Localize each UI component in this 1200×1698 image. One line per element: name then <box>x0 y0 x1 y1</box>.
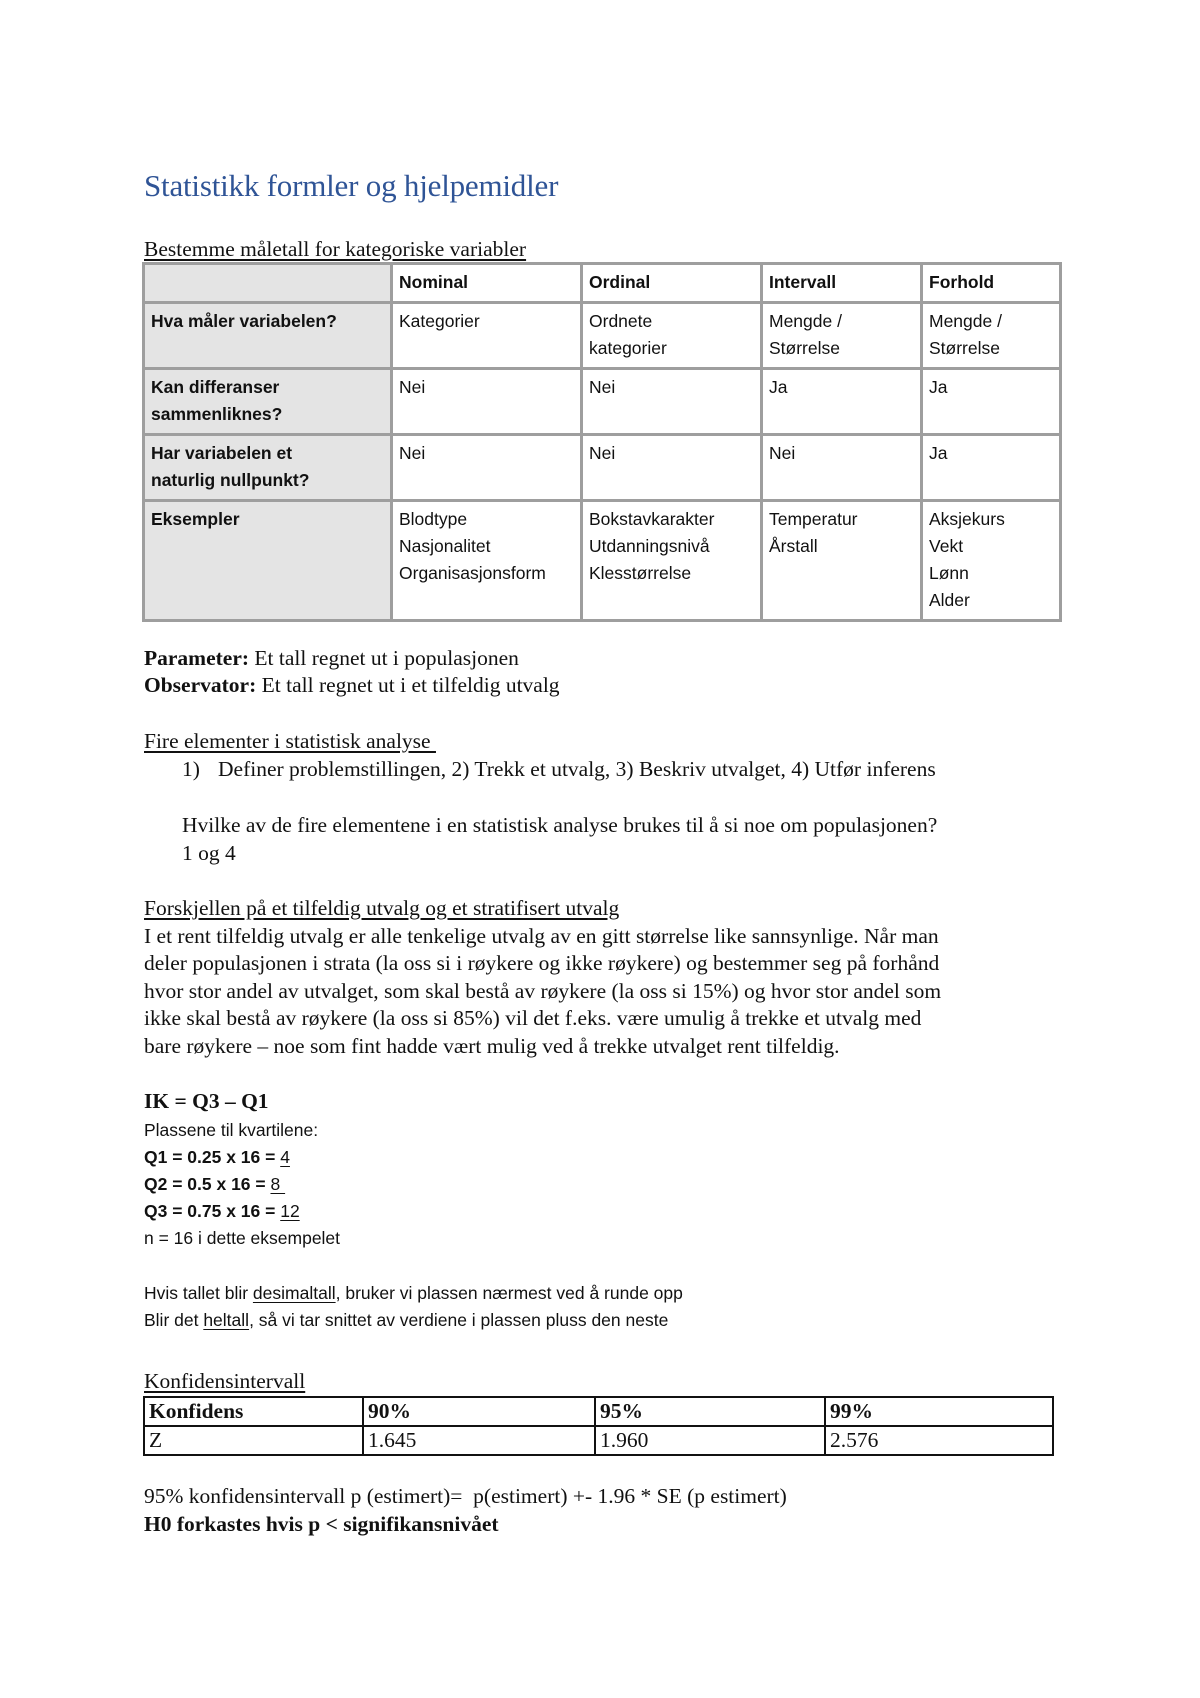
measures-col-nominal: Nominal <box>392 264 582 303</box>
confidence-formula: 95% konfidensintervall p (estimert)= p(estimert) +- 1.96 * SE (p estimert) <box>144 1484 787 1508</box>
measures-cell: Nei <box>392 369 582 435</box>
parameter-label: Parameter: <box>144 646 250 670</box>
quartile-q2 <box>144 1171 285 1198</box>
confidence-cell: 2.576 <box>825 1426 1053 1455</box>
elements-heading: Fire elementer i statistisk analyse <box>144 729 436 753</box>
elements-list-number: 1) <box>182 757 200 781</box>
elements-question: Hvilke av de fire elementene i en statistisk analyse brukes til å si noe om populasjonen? <box>182 813 938 837</box>
sampling-line: hvor stor andel av utvalget, som skal bestå av røykere (la oss si 15%) og hvor stor andel som <box>144 979 942 1003</box>
quartile-label: Q3 = 0.75 x 16 = <box>144 1201 281 1221</box>
confidence-z-row <box>144 1426 1053 1455</box>
measures-cell: Ordnete kategorier <box>582 303 762 369</box>
rule-text: , så vi tar snittet av verdiene i plassen pluss den neste <box>249 1310 669 1330</box>
quartile-intro: Plassene til kvartilene: <box>144 1120 319 1140</box>
measures-cell: Nei <box>392 435 582 501</box>
iqr-formula: IK = Q3 – Q1 <box>144 1089 269 1113</box>
observator-definition <box>144 672 560 699</box>
confidence-header-row <box>144 1397 1053 1426</box>
sampling-line: bare røykere – noe som fint hadde vært mulig ved å trekke utvalget rent tilfeldig. <box>144 1034 840 1058</box>
quartile-value: 8 <box>270 1174 286 1194</box>
measures-row-hva-maler <box>144 303 1061 369</box>
elements-answer: 1 og 4 <box>182 841 236 865</box>
rule-keyword: heltall <box>203 1310 250 1330</box>
measures-cell: Ja <box>762 369 922 435</box>
h0-rule: H0 forkastes hvis p < signifikansnivået <box>144 1512 499 1536</box>
confidence-cell: 1.960 <box>595 1426 825 1455</box>
quartile-q1 <box>144 1144 290 1171</box>
page-title: Statistikk formler og hjelpemidler <box>144 168 559 203</box>
sampling-line: deler populasjonen i strata (la oss si i røykere og ikke røykere) og bestemmer seg på forhånd <box>144 951 940 975</box>
measures-col-intervall: Intervall <box>762 264 922 303</box>
quartile-n-note: n = 16 i dette eksempelet <box>144 1228 341 1248</box>
rule-text: Blir det <box>144 1310 204 1330</box>
rule-keyword: desimaltall <box>252 1283 336 1303</box>
parameter-text: Et tall regnet ut i populasjonen <box>249 646 519 670</box>
elements-list-text: Definer problemstillingen, 2) Trekk et utvalg, 3) Beskriv utvalget, 4) Utfør inferens <box>218 757 936 781</box>
measures-cell: Temperatur Årstall <box>762 501 922 621</box>
measures-cell: Mengde / Størrelse <box>922 303 1061 369</box>
confidence-cell: 99% <box>825 1397 1053 1426</box>
rounding-rule-integer <box>144 1307 668 1334</box>
quartile-q3 <box>144 1198 300 1225</box>
measures-col-ordinal: Ordinal <box>582 264 762 303</box>
sampling-line: ikke skal bestå av røykere (la oss si 85%) vil det f.eks. være umulig å trekke et utvalg med <box>144 1006 922 1030</box>
measures-row-nullpunkt <box>144 435 1061 501</box>
rule-text: Hvis tallet blir <box>144 1283 253 1303</box>
measures-cell: Mengde / Størrelse <box>762 303 922 369</box>
measures-cell: Nei <box>582 369 762 435</box>
measures-cell: Blodtype Nasjonalitet Organisasjonsform <box>392 501 582 621</box>
measures-cell: Nei <box>582 435 762 501</box>
measures-cell: Ja <box>922 369 1061 435</box>
measures-cell: Nei <box>762 435 922 501</box>
measures-cell: Aksjekurs Vekt Lønn Alder <box>922 501 1061 621</box>
confidence-cell: Konfidens <box>144 1397 363 1426</box>
confidence-cell: 1.645 <box>363 1426 595 1455</box>
confidence-table <box>143 1396 1054 1456</box>
measures-heading: Bestemme måletall for kategoriske variabler <box>144 237 527 261</box>
measures-col-forhold: Forhold <box>922 264 1061 303</box>
observator-text: Et tall regnet ut i et tilfeldig utvalg <box>256 673 560 697</box>
confidence-heading: Konfidensintervall <box>144 1369 306 1393</box>
measures-row-label: Har variabelen et naturlig nullpunkt? <box>144 435 392 501</box>
quartile-label: Q2 = 0.5 x 16 = <box>144 1174 271 1194</box>
confidence-cell: 95% <box>595 1397 825 1426</box>
measures-row-differanser <box>144 369 1061 435</box>
confidence-cell: 90% <box>363 1397 595 1426</box>
measures-table <box>142 262 1062 622</box>
measures-row-label: Hva måler variabelen? <box>144 303 392 369</box>
measures-corner-cell <box>144 264 392 303</box>
sampling-line: I et rent tilfeldig utvalg er alle tenkelige utvalg av en gitt størrelse like sannsynlige. Når man <box>144 924 939 948</box>
rounding-rule-decimal <box>144 1280 683 1307</box>
quartile-value: 4 <box>280 1147 290 1167</box>
measures-cell: Kategorier <box>392 303 582 369</box>
observator-label: Observator: <box>144 673 257 697</box>
rule-text: , bruker vi plassen nærmest ved å runde opp <box>335 1283 683 1303</box>
measures-cell: Ja <box>922 435 1061 501</box>
confidence-cell: Z <box>144 1426 363 1455</box>
measures-row-label: Kan differanser sammenliknes? <box>144 369 392 435</box>
measures-row-label: Eksempler <box>144 501 392 621</box>
measures-header-row <box>144 264 1061 303</box>
sampling-heading: Forskjellen på et tilfeldig utvalg og et stratifisert utvalg <box>144 896 620 920</box>
measures-row-eksempler <box>144 501 1061 621</box>
measures-cell: Bokstavkarakter Utdanningsnivå Klesstørrelse <box>582 501 762 621</box>
quartile-label: Q1 = 0.25 x 16 = <box>144 1147 281 1167</box>
parameter-definition <box>144 645 519 672</box>
quartile-value: 12 <box>280 1201 300 1221</box>
